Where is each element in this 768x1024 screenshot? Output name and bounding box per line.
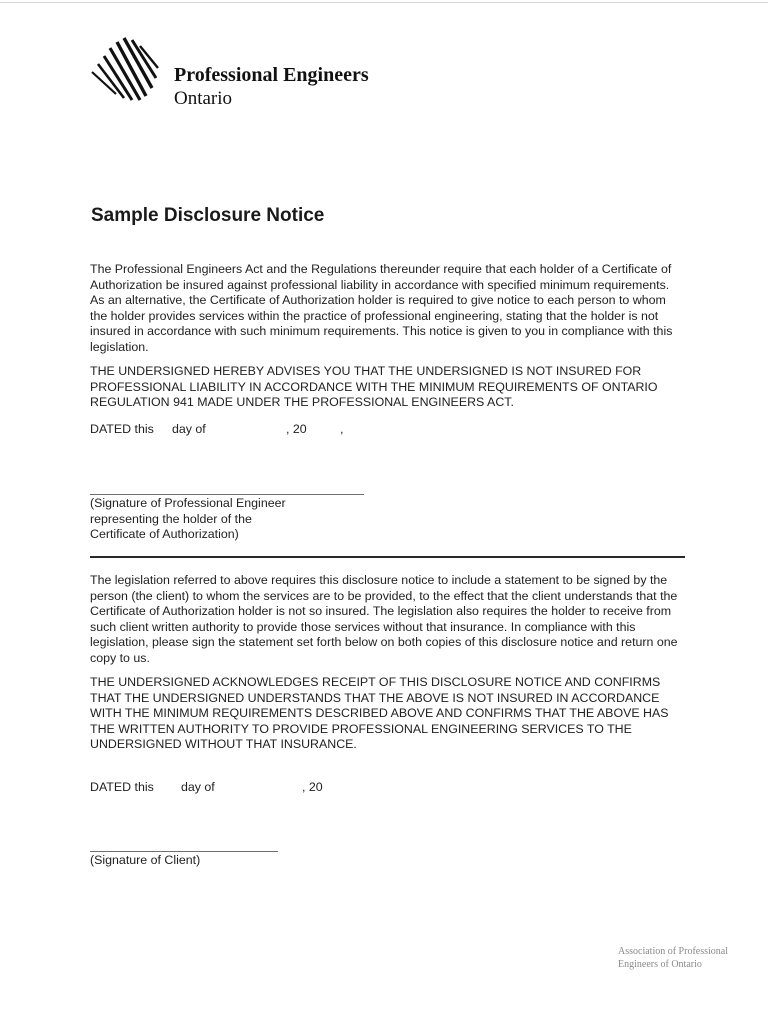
engineer-caption-line2: representing the holder of the bbox=[90, 511, 252, 526]
day-of-label: day of bbox=[172, 422, 206, 436]
day-of-label: day of bbox=[181, 780, 215, 794]
intro-paragraph: The Professional Engineers Act and the Regulations thereunder require that each holder of a Certificate of Authorization be insured against professional liability in accordance with specified minimum requirements. As an alternative, the Certificate of Authorization holder is required to give notice to each person to whom the holder provides services within the practice of professional engineering, stating that the holder is not insured in accordance with such minimum requirements. This notice is given to you in compliance with this legislation. bbox=[90, 262, 673, 354]
advisory-statement: THE UNDERSIGNED HEREBY ADVISES YOU THAT THE UNDERSIGNED IS NOT INSURED FOR PROFESSIONAL LIABILITY IN ACCORDANCE WITH THE MINIMUM REQUIREMENTS OF ONTARIO REGULATION 941 MADE UNDER THE PROFESSIONAL ENGINEERS ACT. bbox=[90, 364, 658, 409]
logo-org-name: Professional Engineers bbox=[174, 64, 369, 86]
footer-line2: Engineers of Ontario bbox=[618, 959, 702, 970]
year-label: , 20 bbox=[286, 422, 307, 436]
peo-logo bbox=[90, 36, 410, 116]
engineer-caption-line3: Certificate of Authorization) bbox=[90, 527, 239, 541]
section-divider bbox=[90, 556, 685, 558]
client-instructions-paragraph: The legislation referred to above requires this disclosure notice to include a statement to be signed by the person (the client) to whom the services are to be provided, to the effect that the client understands that the Certificate of Authorization holder is not so insured. The legislation also requires the holder to receive from such client written authority to provide those services without that insurance. In compliance with this legislation, please sign the statement set forth below on both copies of this disclosure notice and return one copy to us. bbox=[90, 573, 678, 665]
engineer-signature-caption bbox=[90, 496, 286, 543]
dated-prefix: DATED this bbox=[90, 422, 154, 436]
page-title: Sample Disclosure Notice bbox=[91, 205, 325, 226]
logo-province: Ontario bbox=[174, 88, 233, 109]
peo-logo-mark-icon bbox=[90, 36, 166, 108]
year-label: , 20 bbox=[302, 780, 323, 794]
engineer-signature-line bbox=[90, 494, 364, 495]
client-signature-caption: (Signature of Client) bbox=[90, 853, 201, 867]
dated-prefix: DATED this bbox=[90, 780, 154, 794]
client-signature-line bbox=[90, 851, 278, 852]
dated-end: , bbox=[340, 422, 344, 436]
scan-top-edge bbox=[0, 2, 768, 3]
engineer-caption-line1: (Signature of Professional Engineer bbox=[90, 496, 286, 510]
acknowledgement-statement: THE UNDERSIGNED ACKNOWLEDGES RECEIPT OF THIS DISCLOSURE NOTICE AND CONFIRMS THAT THE UNDERSIGNED UNDERSTANDS THAT THE ABOVE IS NOT INSURED IN ACCORDANCE WITH THE MINIMUM REQUIREMENTS DESCRIBED ABOVE AND CONFIRMS THAT THE ABOVE HAS THE WRITTEN AUTHORITY TO PROVIDE PROFESSIONAL ENGINEERING SERVICES TO THE UNDERSIGNED WITHOUT THAT INSURANCE. bbox=[90, 675, 669, 751]
footer-association bbox=[618, 945, 728, 971]
footer-line1: Association of Professional bbox=[618, 946, 728, 957]
